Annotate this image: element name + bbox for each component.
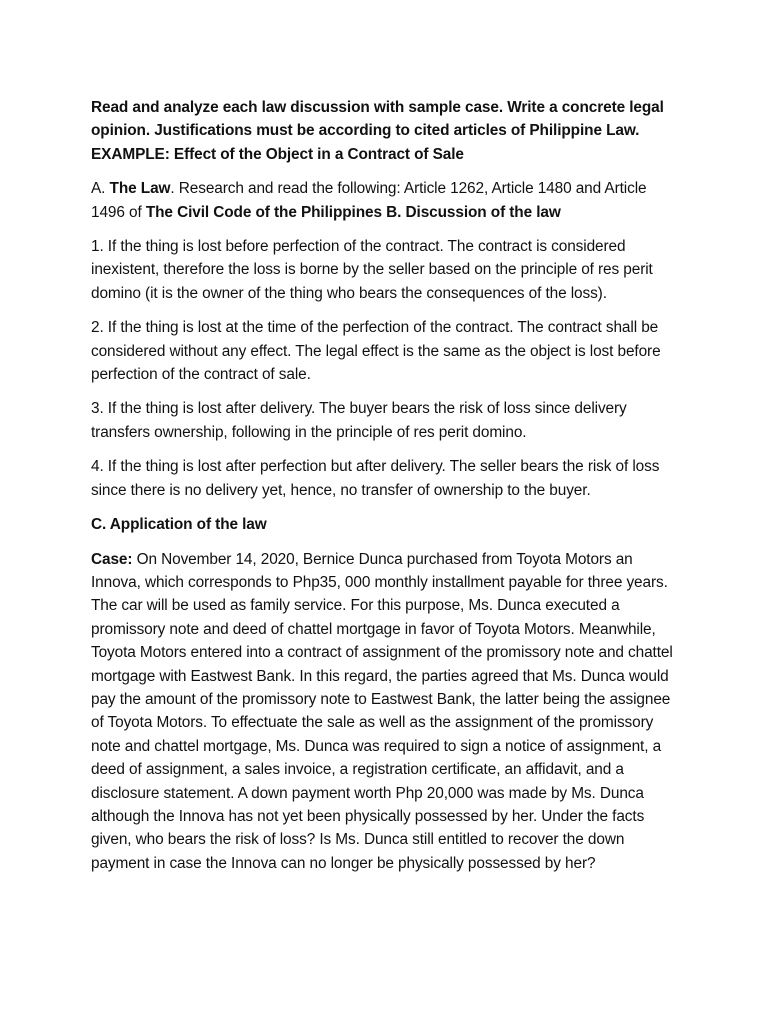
instructions-heading <box>91 96 679 166</box>
point-2: 2. If the thing is lost at the time of the perfection of the contract. The contract shall be considered without any effect. The legal effect is the same as the object is lost before perfection of the contract of sale. <box>91 319 661 384</box>
example-title: EXAMPLE: Effect of the Object in a Contract of Sale <box>91 145 464 163</box>
section-a-paragraph <box>91 177 679 224</box>
section-a-label: The Law <box>109 180 171 198</box>
instructions-text: Read and analyze each law discussion with sample case. Write a concrete legal opinion. Justifications must be according to cited articles of Philippine Law. <box>91 99 664 140</box>
document-body <box>91 96 679 886</box>
section-a-prefix: A. <box>91 180 110 198</box>
section-c-heading: C. Application of the law <box>91 516 267 534</box>
section-a-text: . Research and read the following: Article 1262, Article 1480 and Article 1496 of <box>91 180 647 221</box>
case-paragraph <box>91 548 679 876</box>
case-label: Case: <box>91 550 133 568</box>
section-a-bold-tail: The Civil Code of the Philippines B. Discussion of the law <box>145 203 561 221</box>
point-4: 4. If the thing is lost after perfection but after delivery. The seller bears the risk of loss since there is no delivery yet, hence, no transfer of ownership to the buyer. <box>91 458 660 499</box>
point-3: 3. If the thing is lost after delivery. The buyer bears the risk of loss since delivery transfers ownership, following in the principle of res perit domino. <box>91 400 627 441</box>
point-1: 1. If the thing is lost before perfection of the contract. The contract is considered inexistent, therefore the loss is borne by the seller based on the principle of res perit domino (it is the owner of the thing who bears the consequences of the loss). <box>91 238 653 302</box>
case-text: On November 14, 2020, Bernice Dunca purchased from Toyota Motors an Innova, which corresponds to Php35, 000 monthly installment payable for three years. The car will be used as family service. For this purpose, Ms. Dunca executed a promissory note and deed of chattel mortgage in favor of Toyota Motors. Meanwhile, Toyota Motors entered into a contract of assignment of the promissory note and chattel mortgage with Eastwest Bank. In this regard, the parties agreed that Ms. Dunca would pay the amount of the promissory note to Eastwest Bank, the latter being the assignee of Toyota Motors. To effectuate the sale as well as the assignment of the promissory note and chattel mortgage, Ms. Dunca was required to sign a notice of assignment, a deed of assignment, a sales invoice, a registration certificate, an affidavit, and a disclosure statement. A down payment worth Php 20,000 was made by Ms. Dunca although the Innova has not yet been physically possessed by her. Under the facts given, who bears the risk of loss? Is Ms. Dunca still entitled to recover the down payment in case the Innova can no longer be physically possessed by her? <box>91 550 673 872</box>
